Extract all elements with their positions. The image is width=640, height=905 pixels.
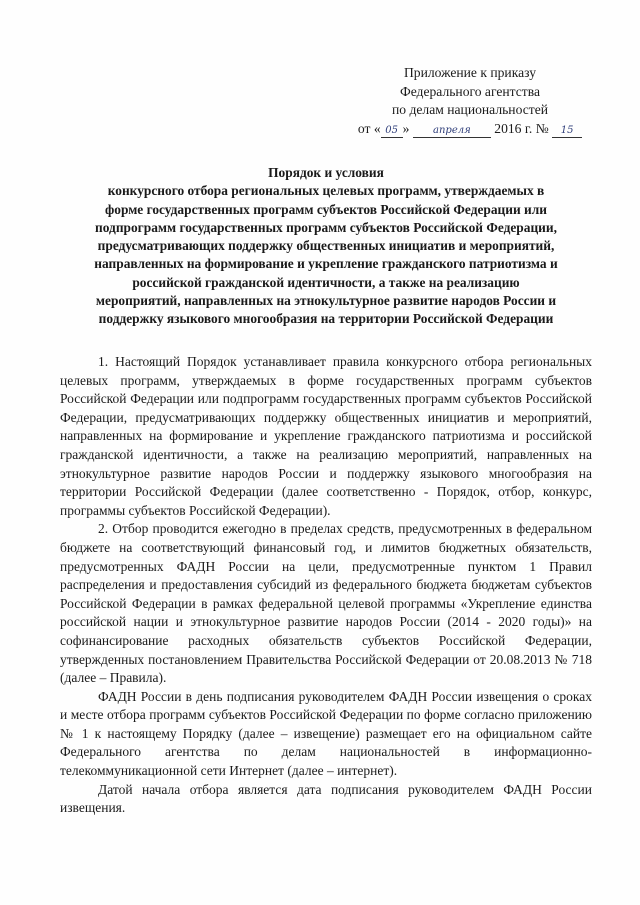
- document-number-handwritten: 15: [560, 124, 574, 136]
- title-line-7: российской гражданской идентичности, а также на реализацию: [132, 274, 520, 290]
- appendix-header: [340, 64, 600, 138]
- date-year: 2016 г. №: [494, 120, 549, 136]
- title-line-1: Порядок и условия: [268, 165, 384, 180]
- document-body: [60, 353, 592, 818]
- date-mid: »: [402, 120, 410, 136]
- header-date-line: [340, 120, 600, 139]
- paragraph-3: ФАДН России в день подписания руководителем ФАДН России извещения о сроках и месте отбора программ субъектов Российской Федерации по форме согласно приложению № 1 к настоящему Порядку (далее – извещение) размещает его на официальном сайте Федерального агентства по делам национальностей в информационно-телекоммуникационной сети Интернет (далее – интернет).: [60, 688, 592, 779]
- title-line-9: поддержку языкового многообразия на территории Российской Федерации: [98, 311, 554, 327]
- title-line-2: конкурсного отбора региональных целевых программ, утверждаемых в: [107, 183, 545, 199]
- header-line-3: по делам национальностей: [392, 102, 548, 117]
- date-month-handwritten: апреля: [433, 124, 471, 136]
- document-title: [60, 164, 592, 329]
- paragraph-2: 2. Отбор проводится ежегодно в пределах средств, предусмотренных в федеральном бюджете на соответствующий финансовый год, и лимитов бюджетных обязательств, предусмотренных ФАДН России на цели, предусмотренные пунктом 1 Правил распределения и предоставления субсидий из федерального бюджета бюджетам субъектов Российской Федерации в рамках федеральной целевой программы «Укрепление единства российской нации и этнокультурное развитие народов России (2014 - 2020 годы)» на софинансирование расходных обязательств субъектов Российской Федерации, утвержденных постановлением Правительства Российской Федерации от 20.08.2013 № 718 (далее – Правила).: [60, 521, 592, 686]
- title-line-4: подпрограмм государственных программ субъектов Российской Федерации,: [95, 219, 557, 235]
- paragraph-4: Датой начала отбора является дата подписания руководителем ФАДН России извещения.: [60, 781, 592, 816]
- date-day-handwritten: 05: [385, 124, 399, 136]
- paragraph-1: 1. Настоящий Порядок устанавливает правила конкурсного отбора региональных целевых программ, утверждаемых в форме государственных программ субъектов Российской Федерации или подпрограмм государственных программ субъектов Российской Федерации, предусматривающих поддержку общественных инициатив и мероприятий, направленных на формирование и укрепление гражданского патриотизма и российской гражданской идентичности, а также на реализацию мероприятий, направленных на этнокультурное развитие народов России и поддержку языкового многообразия на территории Российской Федерации (далее соответственно - Порядок, отбор, конкурс, программы субъектов Российской Федерации).: [60, 354, 592, 518]
- date-prefix: от «: [357, 120, 381, 136]
- header-line-1: Приложение к приказу: [403, 65, 537, 80]
- title-line-5: предусматривающих поддержку общественных инициатив и мероприятий,: [97, 238, 555, 254]
- date-day-field: [381, 122, 403, 138]
- document-number-field: [552, 122, 582, 138]
- title-line-3: форме государственных программ субъектов Российской Федерации или: [104, 201, 547, 217]
- title-line-8: мероприятий, направленных на этнокультурное развитие народов России и: [95, 293, 557, 309]
- header-line-2: Федерального агентства: [399, 83, 541, 99]
- date-month-field: [413, 122, 491, 138]
- title-line-6: направленных на формирование и укрепление гражданского патриотизма и: [94, 256, 558, 272]
